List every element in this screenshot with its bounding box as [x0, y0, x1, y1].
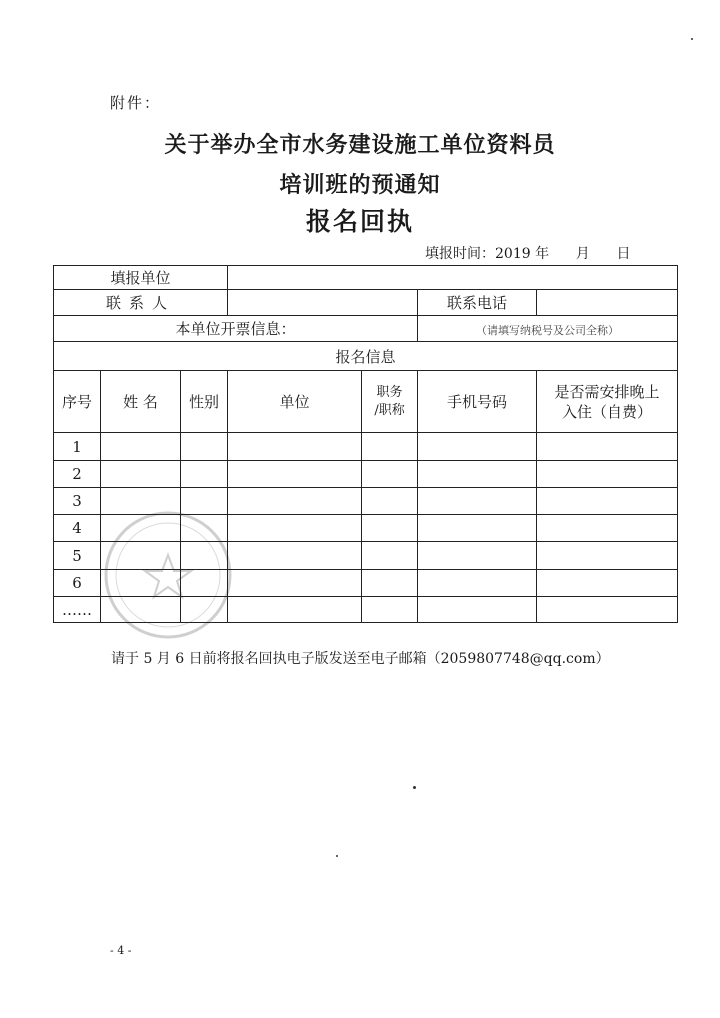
- col-header-lodging: 是否需安排晚上 入住（自费）: [537, 371, 678, 433]
- gender-cell[interactable]: [181, 597, 228, 623]
- contact-label-cell: [54, 290, 228, 316]
- gender-cell[interactable]: [181, 570, 228, 597]
- name-cell[interactable]: [101, 542, 181, 570]
- document-subtitle: 培训班的预通知: [279, 172, 441, 198]
- unit-input-cell[interactable]: [228, 266, 678, 290]
- name-cell[interactable]: [101, 515, 181, 542]
- phone-label: 联系电话: [447, 294, 508, 312]
- attachment-label: 附件：: [110, 94, 162, 112]
- table-row: [54, 542, 678, 570]
- invoice-input-cell[interactable]: [418, 316, 678, 342]
- row-number: 4: [54, 515, 101, 542]
- invoice-label: 本单位开票信息：: [175, 320, 296, 338]
- row-number: 2: [54, 461, 101, 488]
- unit-label: 填报单位: [110, 269, 171, 287]
- position-cell[interactable]: [362, 461, 418, 488]
- gender-cell[interactable]: [181, 488, 228, 515]
- name-cell[interactable]: [101, 570, 181, 597]
- gender-cell[interactable]: [181, 542, 228, 570]
- mobile-cell[interactable]: [418, 542, 537, 570]
- unit-cell[interactable]: [228, 461, 362, 488]
- name-cell[interactable]: [101, 433, 181, 461]
- gender-cell[interactable]: [181, 461, 228, 488]
- table-row: [54, 515, 678, 542]
- section-title: 报名信息: [335, 347, 396, 366]
- scan-speck: [413, 786, 416, 789]
- scan-speck: [691, 38, 693, 40]
- unit-cell[interactable]: [228, 488, 362, 515]
- lodging-cell[interactable]: [537, 433, 678, 461]
- mobile-cell[interactable]: [418, 515, 537, 542]
- name-cell[interactable]: [101, 597, 181, 623]
- fill-time-label: 填报时间：: [425, 246, 495, 262]
- position-cell[interactable]: [362, 570, 418, 597]
- row-number: 3: [54, 488, 101, 515]
- fill-time-year: 2019: [495, 246, 531, 262]
- page-number: - 4 -: [110, 944, 132, 957]
- submission-note: 请于 5 月 6 日前将报名回执电子版发送至电子邮箱（2059807748@qq.com）: [111, 651, 610, 667]
- registration-form-table: [53, 265, 678, 623]
- lodging-cell[interactable]: [537, 488, 678, 515]
- position-cell[interactable]: [362, 542, 418, 570]
- mobile-cell[interactable]: [418, 570, 537, 597]
- contact-input-cell[interactable]: [228, 290, 418, 316]
- unit-cell[interactable]: [228, 570, 362, 597]
- mobile-cell[interactable]: [418, 433, 537, 461]
- unit-cell[interactable]: [228, 433, 362, 461]
- position-cell[interactable]: [362, 515, 418, 542]
- table-row: [54, 570, 678, 597]
- gender-cell[interactable]: [181, 515, 228, 542]
- contact-label: 联系人: [106, 294, 176, 312]
- form-title: 报名回执: [305, 207, 414, 236]
- lodging-cell[interactable]: [537, 542, 678, 570]
- unit-label-cell: [54, 266, 228, 290]
- name-cell[interactable]: [101, 488, 181, 515]
- table-row: [54, 488, 678, 515]
- row-number: 6: [54, 570, 101, 597]
- col-header-gender: 性别: [181, 371, 228, 433]
- phone-input-cell[interactable]: [537, 290, 678, 316]
- table-row: [54, 433, 678, 461]
- position-cell[interactable]: [362, 433, 418, 461]
- unit-cell[interactable]: [228, 515, 362, 542]
- mobile-cell[interactable]: [418, 461, 537, 488]
- invoice-label-cell: [54, 316, 418, 342]
- col-header-unit: 单位: [228, 371, 362, 433]
- lodging-cell[interactable]: [537, 515, 678, 542]
- scan-speck: [336, 855, 338, 857]
- fill-time-day: 日: [616, 246, 631, 262]
- gender-cell[interactable]: [181, 433, 228, 461]
- row-number: ……: [54, 597, 101, 623]
- col-header-name: 姓 名: [101, 371, 181, 433]
- fill-time-year-unit: 年: [535, 246, 550, 262]
- section-title-cell: [54, 342, 678, 371]
- unit-cell[interactable]: [228, 597, 362, 623]
- mobile-cell[interactable]: [418, 597, 537, 623]
- fill-time-month: 月: [575, 246, 590, 262]
- mobile-cell[interactable]: [418, 488, 537, 515]
- col-header-position: 职务 /职称: [362, 371, 418, 433]
- name-cell[interactable]: [101, 461, 181, 488]
- phone-label-cell: [418, 290, 537, 316]
- lodging-cell[interactable]: [537, 597, 678, 623]
- row-number: 5: [54, 542, 101, 570]
- lodging-cell[interactable]: [537, 570, 678, 597]
- col-header-seq: 序号: [54, 371, 101, 433]
- table-row: [54, 597, 678, 623]
- invoice-hint: （请填写纳税号及公司全称）: [476, 323, 620, 337]
- unit-cell[interactable]: [228, 542, 362, 570]
- col-header-mobile: 手机号码: [418, 371, 537, 433]
- table-row: [54, 461, 678, 488]
- position-cell[interactable]: [362, 488, 418, 515]
- fill-time: [425, 243, 631, 263]
- document-title: 关于举办全市水务建设施工单位资料员: [164, 132, 556, 158]
- lodging-cell[interactable]: [537, 461, 678, 488]
- row-number: 1: [54, 433, 101, 461]
- position-cell[interactable]: [362, 597, 418, 623]
